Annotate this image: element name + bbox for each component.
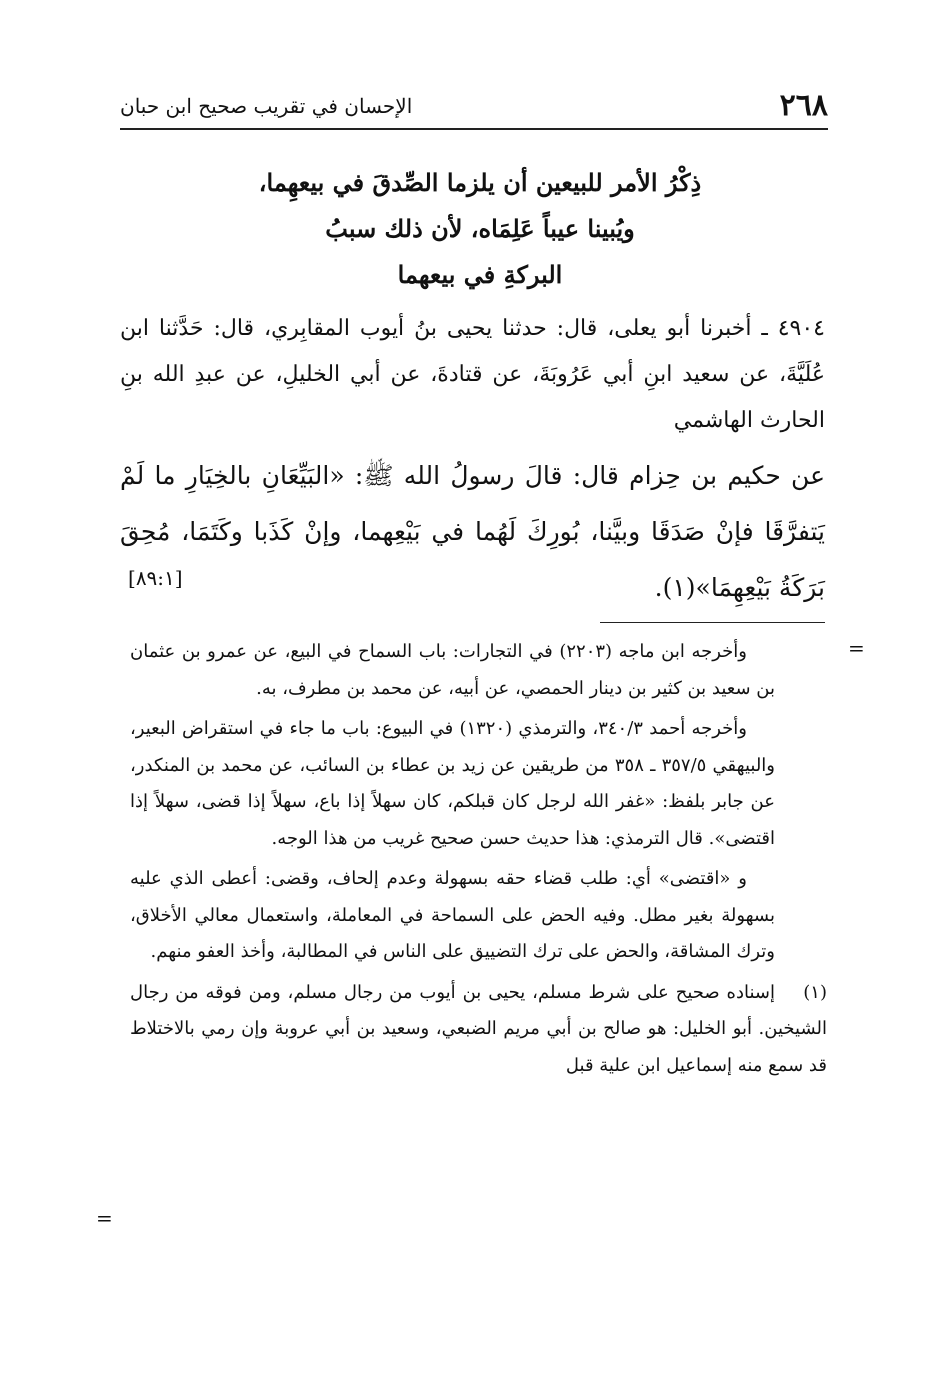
footnote-marker: (١) [803,981,827,1003]
chapter-title-line-2: ويُبينا عيباً عَلِمَاه، لأن ذلك سببُ [325,214,635,243]
footnote-1-text: إسناده صحيح على شرط مسلم، يحيى بن أيوب من رجال مسلم، ومن فوقه من رجال الشيخين. أبو الخليل: هو صالح بن أبي مريم الضبعي، وسعيد بن أبي عروبة وإن رمي بالاختلاط قد سمع منه إسماعيل ابن علية قبل [130,981,827,1076]
hadith-chain: ٤٩٠٤ ـ أخبرنا أبو يعلى، قال: حدثنا يحيى بنُ أيوب المقابِري، قال: حَدَّثنا ابن عُلَيَّةَ، عن سعيد ابنِ أبي عَرُوبَةَ، عن قتادةَ، عن أبي الخليلِ، عن عبدِ الله بنِ الحارث الهاشمي [120,316,825,433]
hadith-text: عن حكيم بن حِزام قال: قالَ رسولُ الله ﷺ: «البَيِّعَانِ بالخِيَارِ ما لَمْ يَتفرَّقَا فإنْ صَدَقَا وبيَّنا، بُورِكَ لَهُما في بَيْعِهما، وإنْ كَذَبا وكَتَمَا، مُحِقَ بَرَكَةُ بَيْعِهِمَا»(١). [120,461,825,602]
footnote-1 [130,975,827,1085]
chapter-title-line-3: البركةِ في بيعهما [397,260,563,289]
footnote-divider [600,622,825,623]
continuation-mark-top: = [848,636,865,660]
continuation-mark-bottom: = [96,1206,113,1230]
page-number: ٢٦٨ [779,88,828,123]
hadith-reference: [٨٩:١] [128,566,183,590]
page-header [120,88,828,130]
footnote-paragraph: و «اقتضى» أي: طلب قضاء حقه بسهولة وعدم إلحاف، وقضى: أعطى الذي عليه بسهولة بغير مطل. وفيه الحض على السماحة في المعاملة، واستعمال معالي الأخلاق، وترك المشاقة، والحض على ترك التضييق على الناس في المطالبة، وأخذ العفو منهم. [130,868,775,962]
chapter-title [140,160,820,298]
footnotes [130,634,827,1088]
chapter-title-line-1: ذِكْرُ الأمر للبيعين أن يلزما الصِّدقَ في بيعهِما، [258,168,702,197]
running-title: الإحسان في تقريب صحيح ابن حبان [120,94,413,118]
footnote-paragraph: وأخرجه أحمد ٣٤٠/٣، والترمذي (١٣٢٠) في البيوع: باب ما جاء في استقراض البعير، والبيهقي ٣٥٧/٥ ـ ٣٥٨ من طريقين عن زيد بن عطاء بن السائب، عن محمد بن المنكدر، عن جابر بلفظ: «غفر الله لرجل كان قبلكم، كان سهلاً إذا باع، سهلاً إذا قضى، سهلاً إذا اقتضى». قال الترمذي: هذا حديث حسن صحيح غريب من هذا الوجه. [130,718,776,849]
footnote-paragraph: وأخرجه ابن ماجه (٢٢٠٣) في التجارات: باب السماح في البيع، عن عمرو بن عثمان بن سعيد بن كثير بن دينار الحمصي، عن أبيه، عن محمد بن مطرف، به. [130,641,775,699]
